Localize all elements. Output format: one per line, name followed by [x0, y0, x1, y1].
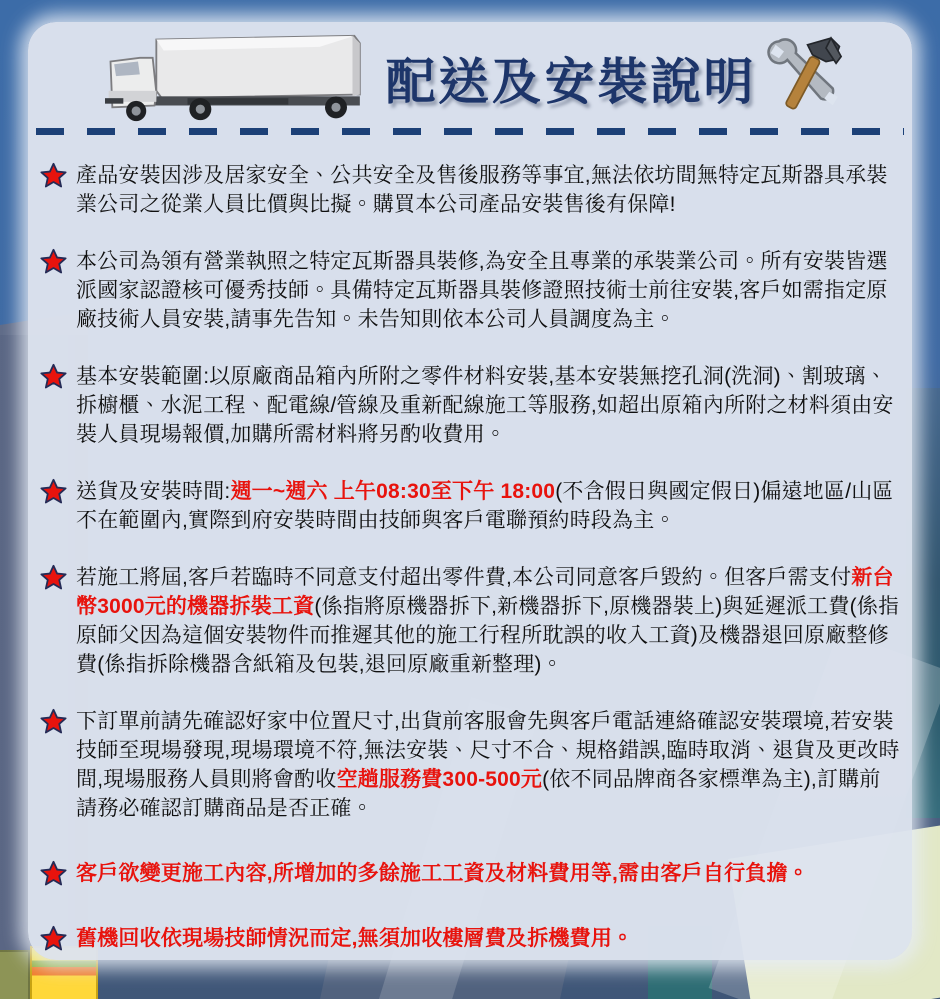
notice-text [76, 859, 900, 888]
red-star-icon [40, 477, 76, 535]
notice-text-segment: 下訂單前請先確認好家中位置尺寸,出貨前客服會先與客戶電話連絡確認安裝環境,若安裝技師至現場發現,現場環境不符,無法安裝、尺寸不合、規格錯誤,臨時取消、退貨及更改時間,現場服務人員則將會酌收 [76, 710, 900, 791]
header [28, 22, 912, 126]
notice-item [40, 859, 900, 888]
notice-text-segment: 產品安裝因涉及居家安全、公共安全及售後服務等事宜,無法依坊間無特定瓦斯器具承裝業公司之從業人員比價與比擬。購買本公司產品安裝售後有保障! [76, 164, 888, 216]
notice-text-segment: 若施工將屆,客戶若臨時不同意支付超出零件費,本公司同意客戶毀約。但客戶需支付 [76, 566, 852, 589]
delivery-truck-icon [98, 34, 376, 122]
notice-text-segment: 基本安裝範圍:以原廠商品箱內所附之零件材料安裝,基本安裝無挖孔洞(洗洞)、割玻璃、拆櫥櫃、水泥工程、配電線/管線及重新配線施工等服務,如超出原箱內所附之材料須由安裝人員現場報價,加購所需材料將另酌收費用。 [76, 365, 894, 446]
hammer-and-wrench-icon [767, 33, 843, 117]
notice-text-segment: 本公司為領有營業執照之特定瓦斯器具裝修,為安全且專業的承裝業公司。所有安裝皆選派國家認證核可優秀技師。具備特定瓦斯器具裝修證照技術士前往安裝,客戶如需指定原廠技術人員安裝,請事先告知。未告知則依本公司人員調度為主。 [76, 250, 888, 331]
red-star-icon [40, 161, 76, 219]
red-star-icon [40, 924, 76, 953]
page-title: 配送及安裝說明 [385, 54, 757, 110]
notice-text-segment: (係指將原機器拆下,新機器拆下,原機器裝上)與延遲派工費(係指原師父因為這個安裝物件而推遲其他的施工行程所耽誤的收入工資)及機器退回原廠整修費(係指拆除機器含紙箱及包裝,退回原廠重新整理)。 [76, 595, 900, 676]
red-star-icon [40, 859, 76, 888]
red-star-icon [40, 247, 76, 334]
notice-text [76, 924, 900, 953]
notice-list [28, 135, 912, 953]
notice-text-segment: 送貨及安裝時間: [76, 480, 231, 503]
red-star-icon [40, 362, 76, 449]
notice-text [76, 247, 900, 334]
notice-item [40, 563, 900, 679]
notice-item [40, 924, 900, 953]
notice-text-segment: 舊機回收依現場技師情況而定,無須加收樓層費及拆機費用。 [76, 927, 634, 950]
notice-item [40, 707, 900, 823]
notice-item [40, 161, 900, 219]
notice-text [76, 563, 900, 679]
notice-text-segment: (依不同品牌商各家標準為主),訂購前請務必確認訂購商品是否正確。 [76, 768, 881, 820]
notice-text [76, 362, 900, 449]
red-star-icon [40, 707, 76, 823]
dashed-divider [36, 128, 904, 135]
notice-item [40, 247, 900, 334]
notice-text-segment: 週一~週六 上午08:30至下午 18:00 [230, 480, 556, 503]
notice-panel [28, 22, 912, 960]
notice-text-segment: 空趟服務費300-500元 [336, 768, 543, 791]
notice-item [40, 362, 900, 449]
notice-text [76, 477, 900, 535]
notice-text-segment: 新台幣3000元的機器拆裝工資 [76, 566, 894, 618]
notice-item [40, 477, 900, 535]
bg-olive-block [0, 950, 30, 999]
notice-text [76, 161, 900, 219]
red-star-icon [40, 563, 76, 679]
notice-text-segment: (不含假日與國定假日)偏遠地區/山區不在範圍內,實際到府安裝時間由技師與客戶電聯預約時段為主。 [76, 480, 894, 532]
notice-text-segment: 客戶欲變更施工內容,所增加的多餘施工工資及材料費用等,需由客戶自行負擔。 [76, 862, 809, 885]
notice-text [76, 707, 900, 823]
